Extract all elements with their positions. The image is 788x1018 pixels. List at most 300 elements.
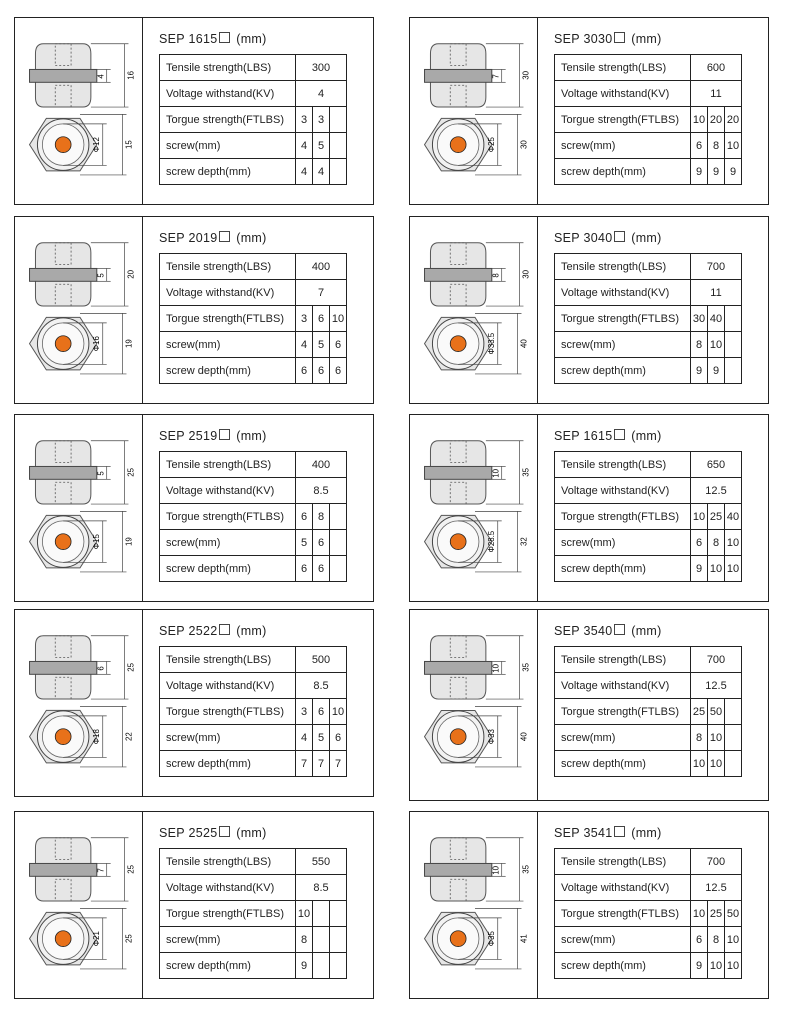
row-label: screw depth(mm) [555, 358, 691, 384]
insert-core [450, 336, 466, 352]
diameter-dimension-label: Φ25 [486, 137, 496, 153]
row-value: 10 [330, 306, 347, 332]
row-value: 50 [725, 901, 742, 927]
row-value [313, 901, 330, 927]
row-label: screw depth(mm) [160, 953, 296, 979]
table-row [160, 332, 347, 358]
row-value: 7 [296, 280, 347, 306]
row-label: screw depth(mm) [555, 556, 691, 582]
diameter-dimension-label: Φ21 [91, 931, 101, 947]
model-number: SEP 2519 [159, 429, 218, 443]
table-row [555, 81, 742, 107]
row-value: 10 [725, 953, 742, 979]
row-value: 5 [313, 332, 330, 358]
table-row [555, 647, 742, 673]
row-value: 550 [296, 849, 347, 875]
table-row [555, 159, 742, 185]
row-value [725, 751, 742, 777]
row-value: 7 [330, 751, 347, 777]
table-row [160, 478, 347, 504]
model-title [159, 231, 267, 245]
spec-table [159, 54, 347, 185]
row-label: Torgue strength(FTLBS) [160, 901, 296, 927]
row-label: screw depth(mm) [160, 358, 296, 384]
insulator-drawing [410, 217, 538, 403]
row-value [313, 953, 330, 979]
table-row [160, 306, 347, 332]
row-label: Voltage withstand(KV) [555, 280, 691, 306]
height-dimension-label: 25 [126, 864, 136, 874]
row-value: 10 [296, 901, 313, 927]
row-value [330, 530, 347, 556]
row-value: 9 [691, 953, 708, 979]
insert-core [450, 534, 466, 550]
row-value: 8 [708, 133, 725, 159]
spec-card [409, 811, 769, 999]
row-value [330, 504, 347, 530]
insulator-diagram [15, 18, 142, 204]
height-dimension-label: 35 [521, 467, 531, 477]
row-value [725, 699, 742, 725]
row-value: 6 [296, 556, 313, 582]
model-number: SEP 3541 [554, 826, 613, 840]
row-value [725, 358, 742, 384]
table-row [160, 751, 347, 777]
row-value [725, 306, 742, 332]
row-value: 6 [330, 332, 347, 358]
checkbox-square-icon [614, 231, 625, 242]
insulator-band [425, 466, 492, 479]
hex-dimension-label: 30 [519, 140, 529, 150]
row-value: 600 [691, 55, 742, 81]
row-value: 8 [708, 530, 725, 556]
model-title [554, 624, 662, 638]
row-value: 6 [691, 927, 708, 953]
table-row [555, 133, 742, 159]
row-value: 10 [691, 504, 708, 530]
row-label: screw(mm) [160, 927, 296, 953]
row-value: 650 [691, 452, 742, 478]
units-label: (mm) [236, 429, 267, 443]
diameter-dimension-label: Φ12 [91, 137, 101, 153]
row-label: Voltage withstand(KV) [160, 673, 296, 699]
model-title [159, 624, 267, 638]
row-value: 10 [708, 332, 725, 358]
diameter-dimension-label: Φ15 [91, 534, 101, 550]
row-value: 4 [296, 332, 313, 358]
model-number: SEP 2522 [159, 624, 218, 638]
row-label: Torgue strength(FTLBS) [160, 107, 296, 133]
table-row [160, 647, 347, 673]
insulator-diagram [410, 217, 537, 403]
row-value: 3 [296, 107, 313, 133]
row-label: screw depth(mm) [160, 556, 296, 582]
units-label: (mm) [236, 32, 267, 46]
checkbox-square-icon [219, 429, 230, 440]
row-value: 10 [330, 699, 347, 725]
row-label: Torgue strength(FTLBS) [555, 901, 691, 927]
hex-dimension-label: 40 [519, 339, 529, 349]
row-value: 4 [296, 133, 313, 159]
row-label: Torgue strength(FTLBS) [160, 306, 296, 332]
spec-card [409, 414, 769, 602]
row-value [330, 901, 347, 927]
table-row [555, 358, 742, 384]
spec-card [14, 414, 374, 602]
table-row [160, 280, 347, 306]
band-dimension-label: 4 [96, 74, 106, 79]
row-value [330, 159, 347, 185]
row-label: Voltage withstand(KV) [555, 478, 691, 504]
checkbox-square-icon [614, 32, 625, 43]
row-label: Tensile strength(LBS) [555, 452, 691, 478]
insulator-band [30, 268, 97, 281]
row-value: 9 [691, 358, 708, 384]
hex-dimension-label: 19 [124, 339, 134, 349]
row-value: 8.5 [296, 478, 347, 504]
row-value: 4 [296, 159, 313, 185]
row-value: 4 [313, 159, 330, 185]
row-value: 8 [708, 927, 725, 953]
insulator-diagram [410, 415, 537, 601]
units-label: (mm) [236, 624, 267, 638]
row-value [330, 133, 347, 159]
insulator-band [30, 69, 97, 82]
table-row [555, 107, 742, 133]
spec-table [554, 253, 742, 384]
model-title [159, 826, 267, 840]
height-dimension-label: 30 [521, 269, 531, 279]
insert-core [450, 137, 466, 153]
row-value: 8 [691, 332, 708, 358]
table-row [160, 673, 347, 699]
insulator-band [30, 863, 97, 876]
row-value: 9 [691, 159, 708, 185]
model-number: SEP 3030 [554, 32, 613, 46]
row-label: Tensile strength(LBS) [160, 849, 296, 875]
table-row [555, 452, 742, 478]
model-title [554, 826, 662, 840]
row-value: 300 [296, 55, 347, 81]
insulator-band [425, 863, 492, 876]
spec-table [554, 848, 742, 979]
row-value: 11 [691, 81, 742, 107]
row-value: 9 [708, 159, 725, 185]
insulator-band [30, 661, 97, 674]
insulator-drawing [15, 415, 143, 601]
row-label: Voltage withstand(KV) [160, 280, 296, 306]
table-row [555, 332, 742, 358]
insulator-drawing [410, 18, 538, 204]
row-value: 9 [708, 358, 725, 384]
height-dimension-label: 20 [126, 269, 136, 279]
table-row [555, 953, 742, 979]
row-value: 40 [725, 504, 742, 530]
row-value: 6 [296, 504, 313, 530]
band-dimension-label: 5 [96, 273, 106, 278]
model-title [554, 32, 662, 46]
hex-dimension-label: 19 [124, 537, 134, 547]
row-value: 10 [708, 751, 725, 777]
table-row [555, 673, 742, 699]
spec-card [14, 811, 374, 999]
row-label: Tensile strength(LBS) [160, 452, 296, 478]
row-value: 20 [708, 107, 725, 133]
row-value: 12.5 [691, 875, 742, 901]
row-label: screw(mm) [555, 927, 691, 953]
checkbox-square-icon [219, 624, 230, 635]
row-label: Tensile strength(LBS) [555, 849, 691, 875]
table-row [555, 901, 742, 927]
row-value: 5 [296, 530, 313, 556]
row-label: Tensile strength(LBS) [555, 647, 691, 673]
table-row [555, 306, 742, 332]
row-value: 6 [296, 358, 313, 384]
row-value: 5 [313, 133, 330, 159]
row-label: Tensile strength(LBS) [555, 55, 691, 81]
table-row [555, 725, 742, 751]
row-value: 9 [725, 159, 742, 185]
table-row [555, 699, 742, 725]
insert-core [450, 931, 466, 947]
spec-table [554, 54, 742, 185]
row-value [330, 107, 347, 133]
row-value: 6 [330, 358, 347, 384]
row-value: 12.5 [691, 478, 742, 504]
insulator-diagram [410, 18, 537, 204]
row-label: screw(mm) [555, 133, 691, 159]
row-label: Torgue strength(FTLBS) [160, 504, 296, 530]
row-value: 6 [313, 556, 330, 582]
spec-table [554, 451, 742, 582]
table-row [160, 452, 347, 478]
insulator-band [425, 268, 492, 281]
row-label: Voltage withstand(KV) [555, 673, 691, 699]
band-dimension-label: 10 [491, 663, 501, 673]
row-label: screw depth(mm) [160, 751, 296, 777]
checkbox-square-icon [219, 32, 230, 43]
insulator-drawing [15, 610, 143, 796]
table-row [555, 751, 742, 777]
row-label: Torgue strength(FTLBS) [555, 504, 691, 530]
band-dimension-label: 10 [491, 865, 501, 875]
units-label: (mm) [631, 624, 662, 638]
table-row [160, 699, 347, 725]
row-value: 8 [313, 504, 330, 530]
row-value: 3 [296, 306, 313, 332]
model-number: SEP 3540 [554, 624, 613, 638]
row-value: 6 [313, 306, 330, 332]
model-title [554, 429, 662, 443]
table-row [160, 254, 347, 280]
row-value: 9 [691, 556, 708, 582]
insulator-drawing [15, 18, 143, 204]
row-value: 3 [296, 699, 313, 725]
row-value: 20 [725, 107, 742, 133]
table-row [160, 901, 347, 927]
insulator-diagram [15, 217, 142, 403]
row-label: screw depth(mm) [160, 159, 296, 185]
row-value: 6 [330, 725, 347, 751]
height-dimension-label: 35 [521, 662, 531, 672]
table-row [160, 81, 347, 107]
row-value: 3 [313, 107, 330, 133]
row-value: 700 [691, 254, 742, 280]
row-value [725, 332, 742, 358]
checkbox-square-icon [219, 826, 230, 837]
row-value: 4 [296, 725, 313, 751]
row-label: Tensile strength(LBS) [555, 254, 691, 280]
table-row [160, 849, 347, 875]
insert-core [55, 931, 71, 947]
row-label: Torgue strength(FTLBS) [555, 306, 691, 332]
units-label: (mm) [631, 429, 662, 443]
diameter-dimension-label: Φ28.5 [486, 530, 496, 553]
row-label: Tensile strength(LBS) [160, 254, 296, 280]
table-row [555, 504, 742, 530]
insert-core [55, 534, 71, 550]
row-label: Torgue strength(FTLBS) [160, 699, 296, 725]
height-dimension-label: 16 [126, 70, 136, 80]
row-value: 50 [708, 699, 725, 725]
row-value: 9 [296, 953, 313, 979]
row-value [330, 556, 347, 582]
row-value: 10 [708, 953, 725, 979]
row-label: Voltage withstand(KV) [160, 81, 296, 107]
checkbox-square-icon [219, 231, 230, 242]
row-value: 10 [691, 901, 708, 927]
diameter-dimension-label: Φ33 [486, 729, 496, 745]
row-label: Tensile strength(LBS) [160, 55, 296, 81]
row-value: 12.5 [691, 673, 742, 699]
diameter-dimension-label: Φ35 [486, 931, 496, 947]
table-row [555, 849, 742, 875]
insulator-diagram [15, 415, 142, 601]
row-value: 8.5 [296, 875, 347, 901]
row-value: 6 [691, 133, 708, 159]
diameter-dimension-label: Φ33.5 [486, 332, 496, 355]
table-row [555, 530, 742, 556]
row-value: 10 [725, 133, 742, 159]
model-number: SEP 3040 [554, 231, 613, 245]
table-row [555, 280, 742, 306]
row-value: 5 [313, 725, 330, 751]
table-row [160, 556, 347, 582]
row-label: screw(mm) [160, 133, 296, 159]
table-row [160, 358, 347, 384]
model-title [554, 231, 662, 245]
row-value: 700 [691, 647, 742, 673]
insulator-drawing [15, 812, 143, 998]
hex-dimension-label: 40 [519, 732, 529, 742]
table-row [555, 556, 742, 582]
row-value: 10 [725, 927, 742, 953]
model-number: SEP 2019 [159, 231, 218, 245]
table-row [160, 504, 347, 530]
row-label: screw(mm) [160, 332, 296, 358]
height-dimension-label: 25 [126, 467, 136, 477]
hex-dimension-label: 32 [519, 537, 529, 547]
row-value: 700 [691, 849, 742, 875]
row-label: screw depth(mm) [555, 953, 691, 979]
spec-card [409, 609, 769, 801]
insulator-drawing [410, 812, 538, 998]
row-value: 25 [708, 901, 725, 927]
row-value: 40 [708, 306, 725, 332]
table-row [160, 927, 347, 953]
insulator-band [425, 69, 492, 82]
insulator-band [30, 466, 97, 479]
row-value: 10 [708, 725, 725, 751]
spec-card [409, 17, 769, 205]
model-title [159, 429, 267, 443]
table-row [160, 725, 347, 751]
units-label: (mm) [631, 826, 662, 840]
row-value: 6 [313, 699, 330, 725]
row-label: Torgue strength(FTLBS) [555, 107, 691, 133]
row-value: 400 [296, 452, 347, 478]
row-label: screw(mm) [160, 725, 296, 751]
insulator-drawing [410, 610, 538, 800]
spec-card [14, 216, 374, 404]
table-row [555, 254, 742, 280]
row-value: 4 [296, 81, 347, 107]
height-dimension-label: 25 [126, 662, 136, 672]
height-dimension-label: 35 [521, 864, 531, 874]
hex-dimension-label: 25 [124, 934, 134, 944]
hex-dimension-label: 15 [124, 140, 134, 150]
table-row [160, 133, 347, 159]
band-dimension-label: 6 [96, 666, 106, 671]
row-value: 10 [725, 556, 742, 582]
spec-card [14, 17, 374, 205]
row-value: 10 [708, 556, 725, 582]
model-number: SEP 1615 [554, 429, 613, 443]
row-value: 10 [691, 751, 708, 777]
row-label: Voltage withstand(KV) [160, 875, 296, 901]
row-value: 25 [708, 504, 725, 530]
model-number: SEP 1615 [159, 32, 218, 46]
insulator-diagram [410, 610, 537, 800]
row-value: 10 [725, 530, 742, 556]
table-row [160, 159, 347, 185]
row-value: 10 [691, 107, 708, 133]
row-value: 500 [296, 647, 347, 673]
units-label: (mm) [236, 826, 267, 840]
diameter-dimension-label: Φ18 [91, 729, 101, 745]
row-label: screw(mm) [555, 725, 691, 751]
row-value: 11 [691, 280, 742, 306]
table-row [555, 478, 742, 504]
band-dimension-label: 10 [491, 468, 501, 478]
row-value [725, 725, 742, 751]
insulator-diagram [410, 812, 537, 998]
checkbox-square-icon [614, 624, 625, 635]
insert-core [55, 336, 71, 352]
row-label: Tensile strength(LBS) [160, 647, 296, 673]
band-dimension-label: 7 [491, 74, 501, 79]
model-number: SEP 2525 [159, 826, 218, 840]
row-value: 7 [296, 751, 313, 777]
insert-core [450, 729, 466, 745]
units-label: (mm) [631, 231, 662, 245]
row-label: Torgue strength(FTLBS) [555, 699, 691, 725]
spec-table [159, 848, 347, 979]
insulator-drawing [410, 415, 538, 601]
row-value [330, 927, 347, 953]
row-value: 8 [296, 927, 313, 953]
diameter-dimension-label: Φ16 [91, 336, 101, 352]
